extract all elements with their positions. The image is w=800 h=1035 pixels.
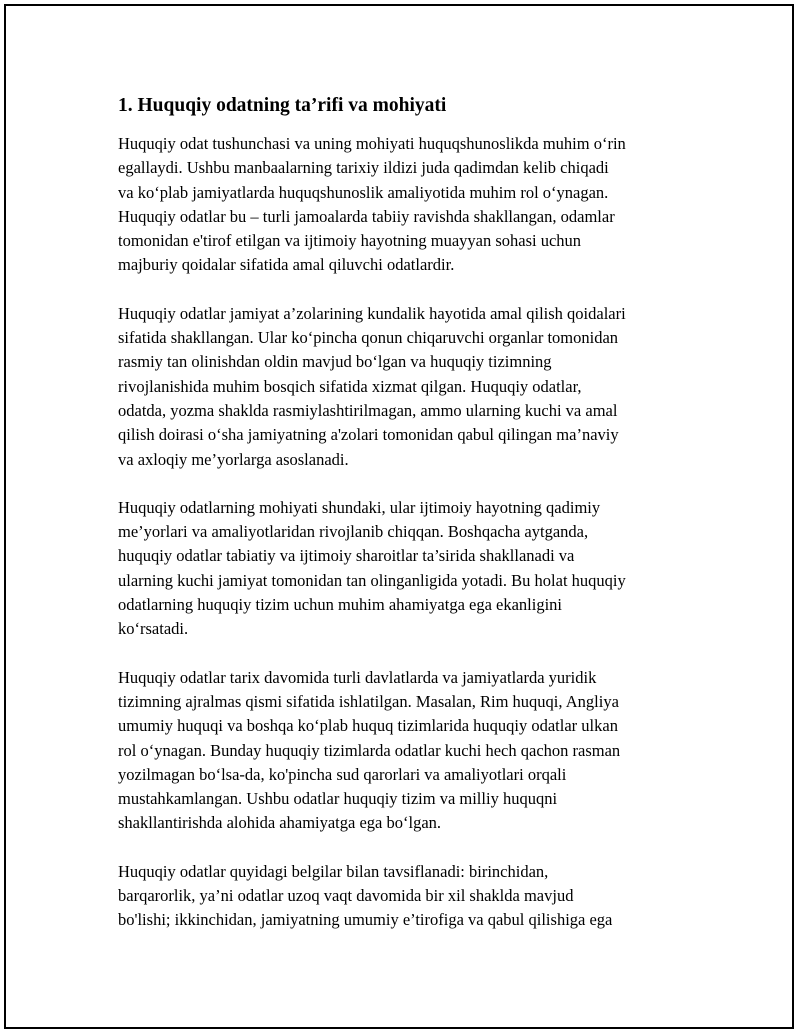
section-heading: 1. Huquqiy odatning ta’rifi va mohiyati [118,95,447,116]
text-line: tizimning ajralmas qismi sifatida ishlatilgan. Masalan, Rim huquqi, Angliya [118,691,619,711]
text-line: huquqiy odatlar tabiatiy va ijtimoiy sharoitlar ta’sirida shakllanadi va [118,546,575,566]
text-line: Huquqiy odat tushunchasi va uning mohiyati huquqshunoslikda muhim o‘rin [118,134,626,153]
paragraph-4 [118,666,690,836]
text-line: va axloqiy me’yorlarga asoslanadi. [118,449,349,469]
text-line: me’yorlari va amaliyotlaridan rivojlanib chiqqan. Boshqacha aytganda, [118,522,589,542]
text-line: sifatida shakllangan. Ular ko‘pincha qonun chiqaruvchi organlar tomonidan [118,328,619,348]
text-line: rasmiy tan olinishdan oldin mavjud bo‘lgan va huquqiy tizimning [118,352,552,372]
paragraph-3 [118,496,690,642]
text-line: egallaydi. Ushbu manbaalarning tarixiy ildizi juda qadimdan kelib chiqadi [118,158,609,178]
text-line: mustahkamlangan. Ushbu odatlar huquqiy tizim va milliy huquqni [118,789,558,809]
text-line: rivojlanishida muhim bosqich sifatida xizmat qilgan. Huquqiy odatlar, [118,376,582,396]
text-line: odatda, yozma shaklda rasmiylashtirilmagan, ammo ularning kuchi va amal [118,400,618,420]
text-line: Huquqiy odatlarning mohiyati shundaki, ular ijtimoiy hayotning qadimiy [118,497,601,517]
text-line: rol o‘ynagan. Bunday huquqiy tizimlarda odatlar kuchi hech qachon rasman [118,740,621,760]
text-line: ko‘rsatadi. [118,619,189,639]
text-line: va ko‘plab jamiyatlarda huquqshunoslik amaliyotida muhim rol o‘ynagan. [118,182,609,202]
text-line: Huquqiy odatlar bu – turli jamoalarda tabiiy ravishda shakllangan, odamlar [118,206,615,226]
document-body [118,94,690,957]
text-line: Huquqiy odatlar quyidagi belgilar bilan tavsiflanadi: birinchidan, [118,861,549,881]
paragraph-5 [118,860,690,933]
text-line: barqarorlik, ya’ni odatlar uzoq vaqt davomida bir xil shaklda mavjud [118,886,574,906]
paragraph-2 [118,302,690,472]
text-line: Huquqiy odatlar tarix davomida turli davlatlarda va jamiyatlarda yuridik [118,667,597,687]
text-line: odatlarning huquqiy tizim uchun muhim ahamiyatga ega ekanligini [118,595,563,615]
text-line: yozilmagan bo‘lsa-da, ko'pincha sud qarorlari va amaliyotlari orqali [118,764,567,784]
text-line: shakllantirishda alohida ahamiyatga ega bo‘lgan. [118,813,442,833]
text-line: qilish doirasi o‘sha jamiyatning a'zolari tomonidan qabul qilingan ma’naviy [118,425,619,445]
paragraph-1 [118,132,690,278]
text-line: umumiy huquqi va boshqa ko‘plab huquq tizimlarida huquqiy odatlar ulkan [118,716,618,736]
text-line: majburiy qoidalar sifatida amal qiluvchi odatlardir. [118,255,455,275]
text-line: Huquqiy odatlar jamiyat a’zolarining kundalik hayotida amal qilish qoidalari [118,303,626,323]
text-line: tomonidan e'tirof etilgan va ijtimoiy hayotning muayyan sohasi uchun [118,231,582,251]
text-line: ularning kuchi jamiyat tomonidan tan olinganligida yotadi. Bu holat huquqiy [118,570,626,590]
text-line: bo'lishi; ikkinchidan, jamiyatning umumiy e’tirofiga va qabul qilishiga ega [118,910,613,930]
